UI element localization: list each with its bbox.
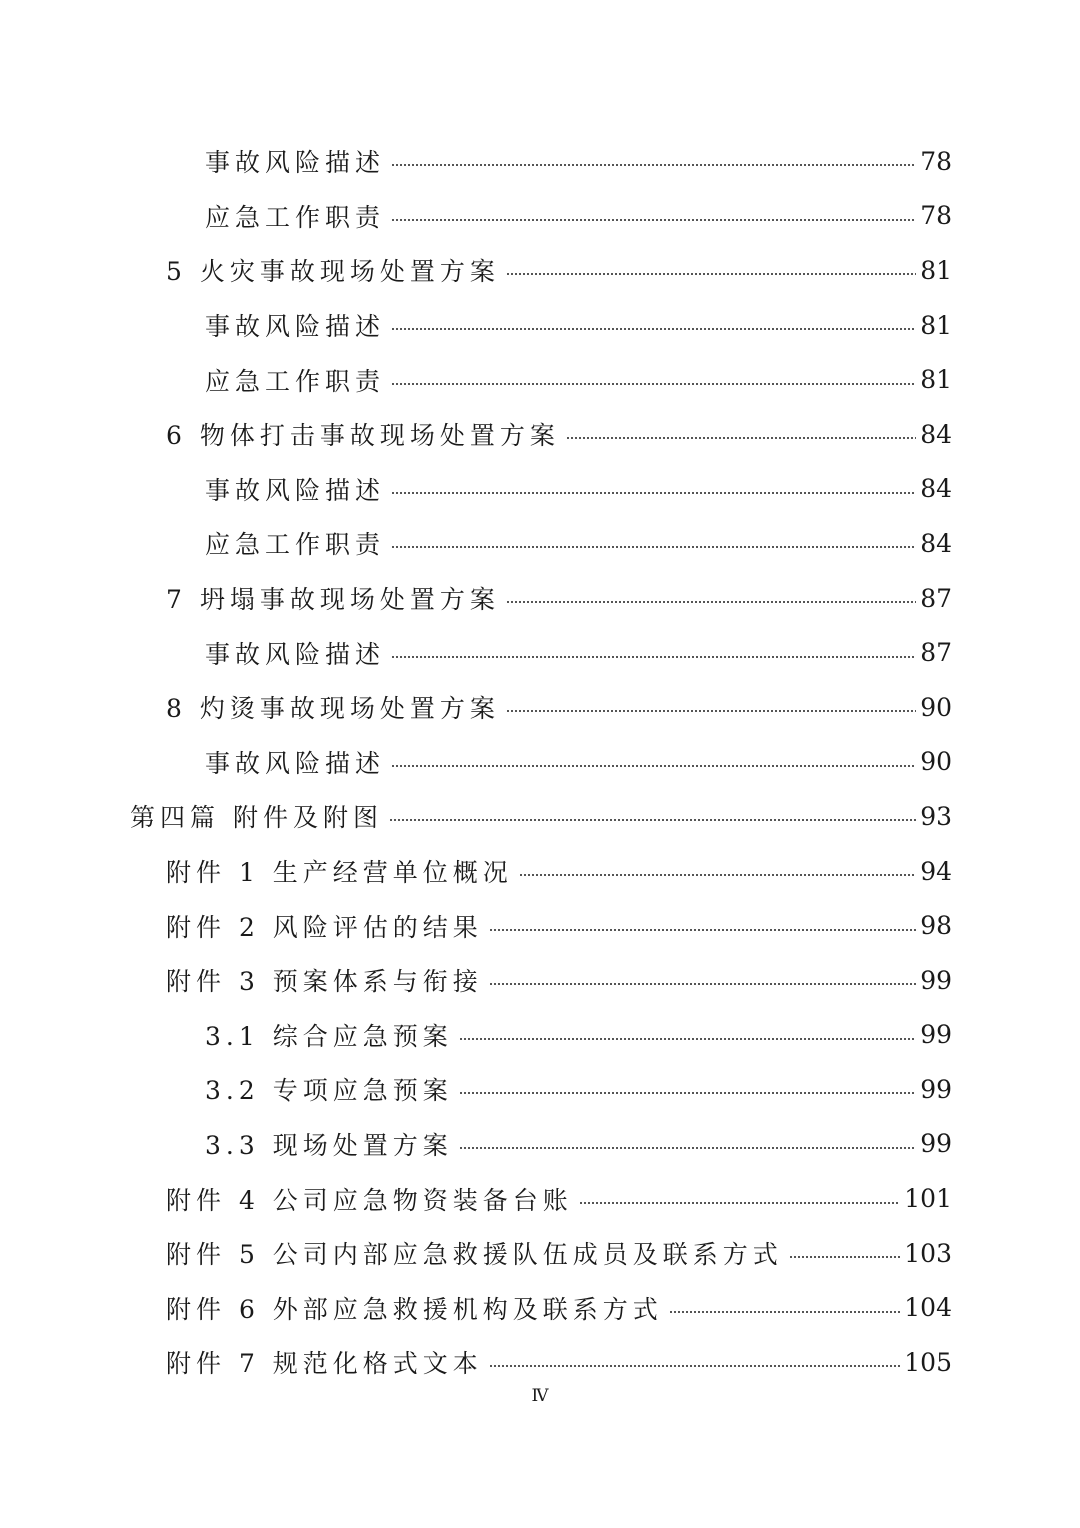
toc-entry-page: 78 (920, 201, 952, 231)
toc-entry[interactable] (0, 189, 1080, 244)
toc-entry-title: 7 坍塌事故现场处置方案 (166, 585, 500, 615)
toc-entry-page: 93 (920, 801, 952, 831)
toc-entry[interactable] (0, 407, 1080, 462)
dot-leader (489, 929, 916, 931)
toc-entry-title: 8 灼烫事故现场处置方案 (166, 694, 500, 724)
toc-entry-title: 第四篇 附件及附图 (130, 803, 383, 833)
toc-entry[interactable] (0, 953, 1080, 1008)
dot-leader (506, 273, 916, 275)
toc-entry-title: 附件 3 预案体系与衔接 (166, 967, 483, 997)
toc-entry[interactable] (0, 1226, 1080, 1281)
dot-leader (391, 492, 916, 494)
dot-leader (789, 1256, 900, 1258)
dot-leader (566, 437, 916, 439)
toc-entry[interactable] (0, 298, 1080, 353)
dot-leader (391, 546, 916, 548)
toc-entry-page: 84 (920, 474, 952, 504)
toc-entry-title: 事故风险描述 (205, 639, 386, 669)
page-number: Ⅳ (531, 1386, 549, 1405)
toc-entry-page: 98 (920, 911, 952, 941)
toc-entry-title: 5 火灾事故现场处置方案 (166, 257, 500, 287)
toc-entry-title: 应急工作职责 (205, 530, 386, 560)
toc-entry[interactable] (0, 1062, 1080, 1117)
toc-entry-title: 3.3 现场处置方案 (205, 1130, 453, 1160)
toc-entry-page: 94 (920, 856, 952, 886)
dot-leader (669, 1311, 900, 1313)
toc-entry-page: 84 (920, 528, 952, 558)
dot-leader (506, 601, 916, 603)
dot-leader (391, 219, 916, 221)
dot-leader (489, 983, 916, 985)
toc-entry-page: 99 (920, 1074, 952, 1104)
toc-entry-page: 81 (920, 310, 952, 340)
toc-entry-page: 90 (920, 692, 952, 722)
toc-entry[interactable] (0, 1171, 1080, 1226)
dot-leader (391, 328, 916, 330)
toc-entry[interactable] (0, 1008, 1080, 1063)
dot-leader (579, 1202, 900, 1204)
toc-entry[interactable] (0, 462, 1080, 517)
toc-entry-page: 105 (904, 1347, 952, 1377)
toc-entry-title: 附件 5 公司内部应急救援队伍成员及联系方式 (166, 1240, 783, 1270)
dot-leader (391, 765, 916, 767)
toc-entry[interactable] (0, 789, 1080, 844)
toc-entry-page: 78 (920, 146, 952, 176)
toc-entry-title: 事故风险描述 (205, 312, 386, 342)
dot-leader (391, 383, 916, 385)
toc-entry-title: 事故风险描述 (205, 748, 386, 778)
dot-leader (459, 1147, 916, 1149)
toc-entry-title: 应急工作职责 (205, 202, 386, 232)
toc-entry[interactable] (0, 844, 1080, 899)
toc-entry-title: 事故风险描述 (205, 148, 386, 178)
toc-entry-page: 99 (920, 1129, 952, 1159)
dot-leader (506, 710, 916, 712)
toc-entry[interactable] (0, 134, 1080, 189)
toc-entry-title: 应急工作职责 (205, 366, 386, 396)
toc-entry[interactable] (0, 352, 1080, 407)
toc-entry-title: 6 物体打击事故现场处置方案 (166, 421, 560, 451)
dot-leader (389, 819, 916, 821)
toc-entry[interactable] (0, 1335, 1080, 1390)
toc-entry[interactable] (0, 1117, 1080, 1172)
toc-entry-page: 101 (904, 1184, 952, 1214)
toc-entry-title: 附件 6 外部应急救援机构及联系方式 (166, 1294, 663, 1324)
toc-entry[interactable] (0, 898, 1080, 953)
toc-entry-title: 3.2 专项应急预案 (205, 1076, 453, 1106)
dot-leader (489, 1365, 900, 1367)
dot-leader (519, 874, 916, 876)
dot-leader (459, 1092, 916, 1094)
toc-entry-page: 81 (920, 255, 952, 285)
toc-entry[interactable] (0, 680, 1080, 735)
toc-entry-page: 99 (920, 1020, 952, 1050)
toc-entry-page: 90 (920, 747, 952, 777)
dot-leader (391, 656, 916, 658)
toc-entry-title: 事故风险描述 (205, 475, 386, 505)
toc-entry[interactable] (0, 516, 1080, 571)
toc-entry-page: 87 (920, 583, 952, 613)
toc-entry-page: 104 (904, 1293, 952, 1323)
dot-leader (459, 1038, 916, 1040)
toc-entry[interactable] (0, 243, 1080, 298)
toc-entry-page: 103 (904, 1238, 952, 1268)
toc-entry[interactable] (0, 735, 1080, 790)
table-of-contents (0, 134, 1080, 1390)
toc-entry-title: 附件 1 生产经营单位概况 (166, 858, 513, 888)
toc-entry-title: 附件 7 规范化格式文本 (166, 1349, 483, 1379)
toc-entry-page: 81 (920, 365, 952, 395)
toc-entry-title: 附件 2 风险评估的结果 (166, 912, 483, 942)
toc-entry-title: 3.1 综合应急预案 (205, 1021, 453, 1051)
toc-entry-page: 84 (920, 419, 952, 449)
toc-entry-page: 87 (920, 638, 952, 668)
dot-leader (391, 164, 916, 166)
toc-entry[interactable] (0, 571, 1080, 626)
toc-entry[interactable] (0, 1280, 1080, 1335)
toc-entry[interactable] (0, 625, 1080, 680)
toc-entry-page: 99 (920, 965, 952, 995)
toc-entry-title: 附件 4 公司应急物资装备台账 (166, 1185, 573, 1215)
